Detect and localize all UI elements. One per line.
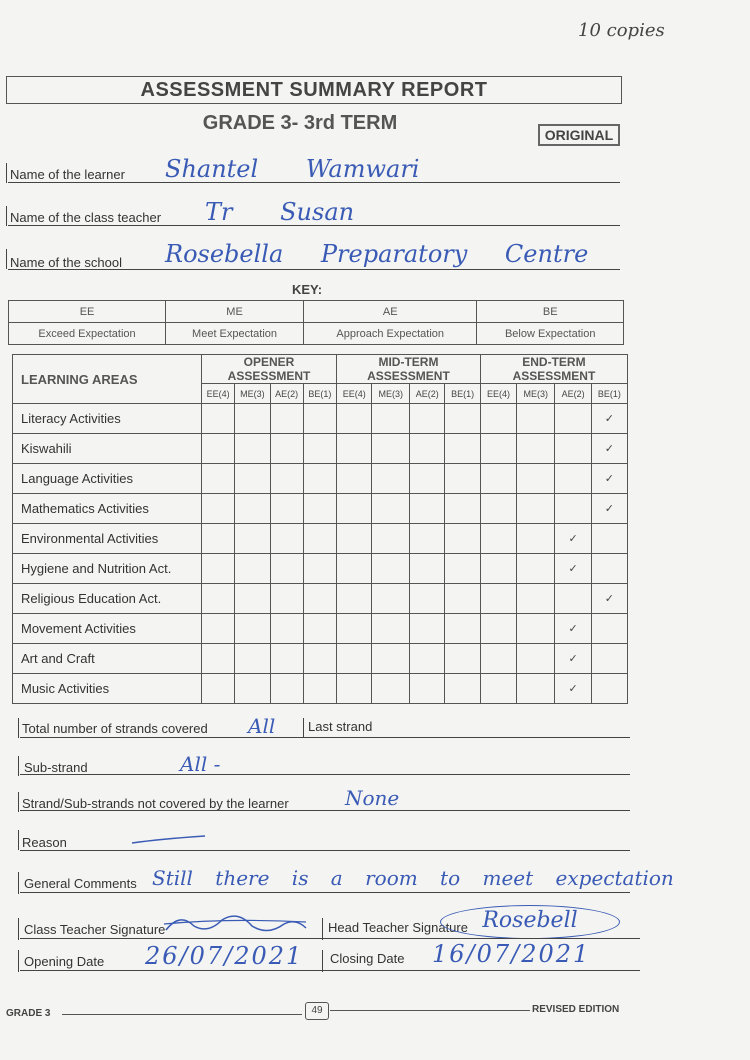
grade-cell <box>410 554 445 584</box>
grade-cell <box>445 524 480 554</box>
school-line <box>8 269 620 270</box>
footer-rule-right <box>330 1010 530 1011</box>
grade-cell <box>270 494 303 524</box>
grade-cell <box>303 464 336 494</box>
sub-header-cell: BE(1) <box>303 384 336 404</box>
grade-cell <box>445 584 480 614</box>
grade-cell <box>480 584 516 614</box>
grade-cell <box>337 434 372 464</box>
footer-edition: REVISED EDITION <box>532 1004 620 1015</box>
reason-line <box>20 850 630 851</box>
footer-page-number: 49 <box>305 1002 329 1020</box>
grade-cell <box>410 524 445 554</box>
sub-header-cell: EE(4) <box>202 384 235 404</box>
field-marker <box>18 792 19 812</box>
grade-cell <box>591 614 627 644</box>
field-marker <box>6 206 7 226</box>
sub-header-cell: BE(1) <box>445 384 480 404</box>
original-stamp: ORIGINAL <box>538 124 620 146</box>
substrand-value: All - <box>180 752 221 776</box>
learning-area-name: Music Activities <box>13 674 202 704</box>
class-teacher-signature <box>160 908 310 938</box>
grade-cell <box>445 614 480 644</box>
grade-cell <box>202 554 235 584</box>
grade-cell <box>270 674 303 704</box>
grade-cell <box>410 644 445 674</box>
learning-area-name: Movement Activities <box>13 614 202 644</box>
table-row <box>13 404 628 434</box>
grade-cell <box>372 404 410 434</box>
grade-cell <box>270 554 303 584</box>
key-code: BE <box>477 301 624 323</box>
comments-label: General Comments <box>24 876 137 891</box>
grade-cell <box>517 494 555 524</box>
signature-line <box>20 938 640 939</box>
grade-cell <box>235 404 270 434</box>
not-covered-label: Strand/Sub-strands not covered by the learner <box>22 796 289 811</box>
group-header-opener: OPENER ASSESSMENT <box>202 355 337 384</box>
strands-line <box>20 737 630 738</box>
sub-header-cell: ME(3) <box>372 384 410 404</box>
grade-cell <box>270 644 303 674</box>
grade-cell <box>517 554 555 584</box>
grade-cell <box>445 464 480 494</box>
grade-cell <box>235 614 270 644</box>
grade-cell <box>480 494 516 524</box>
key-table <box>8 300 624 345</box>
grade-cell <box>410 464 445 494</box>
grade-cell <box>517 524 555 554</box>
opening-date-label: Opening Date <box>24 954 105 969</box>
grade-cell <box>445 554 480 584</box>
grade-cell <box>337 554 372 584</box>
grade-cell <box>372 464 410 494</box>
table-row <box>13 674 628 704</box>
table-row <box>13 494 628 524</box>
table-row <box>13 644 628 674</box>
learner-name: Shantel Wamwari <box>165 155 420 183</box>
learning-area-name: Environmental Activities <box>13 524 202 554</box>
grade-cell <box>410 494 445 524</box>
field-marker <box>18 830 19 850</box>
grade-cell <box>235 554 270 584</box>
teacher-label: Name of the class teacher <box>10 210 162 225</box>
grade-cell <box>337 404 372 434</box>
learning-area-name: Hygiene and Nutrition Act. <box>13 554 202 584</box>
strands-value: All <box>248 714 276 738</box>
field-marker <box>18 950 19 972</box>
table-row <box>13 524 628 554</box>
grade-cell <box>303 524 336 554</box>
grade-cell <box>303 404 336 434</box>
grade-cell <box>270 584 303 614</box>
grade-cell <box>202 674 235 704</box>
check-mark: ✓ <box>555 614 591 644</box>
not-covered-value: None <box>345 786 400 810</box>
grade-cell <box>410 404 445 434</box>
grade-cell <box>235 464 270 494</box>
grade-cell <box>202 584 235 614</box>
grade-cell <box>591 524 627 554</box>
grade-cell <box>517 584 555 614</box>
grade-cell <box>270 464 303 494</box>
grade-cell <box>235 494 270 524</box>
field-marker <box>322 950 323 972</box>
learning-area-name: Language Activities <box>13 464 202 494</box>
sub-header-cell: EE(4) <box>337 384 372 404</box>
dates-line <box>20 970 640 971</box>
grade-cell <box>591 554 627 584</box>
grade-cell <box>517 614 555 644</box>
assessment-grid <box>12 354 628 704</box>
sub-header-cell: AE(2) <box>555 384 591 404</box>
sub-header-cell: AE(2) <box>270 384 303 404</box>
learning-area-name: Religious Education Act. <box>13 584 202 614</box>
sub-header-cell: ME(3) <box>517 384 555 404</box>
check-mark: ✓ <box>591 494 627 524</box>
check-mark: ✓ <box>591 584 627 614</box>
key-code: ME <box>166 301 304 323</box>
grade-cell <box>235 674 270 704</box>
check-mark: ✓ <box>591 464 627 494</box>
grade-cell <box>555 404 591 434</box>
grade-cell <box>337 644 372 674</box>
grade-cell <box>202 644 235 674</box>
key-meaning: Meet Expectation <box>166 323 304 345</box>
grade-cell <box>235 584 270 614</box>
grade-cell <box>372 644 410 674</box>
grade-cell <box>303 614 336 644</box>
key-meaning: Approach Expectation <box>304 323 477 345</box>
grade-cell <box>555 584 591 614</box>
group-header-midterm: MID-TERM ASSESSMENT <box>337 355 481 384</box>
grade-cell <box>555 434 591 464</box>
key-title: KEY: <box>292 282 323 297</box>
grade-cell <box>555 464 591 494</box>
head-teacher-stamp <box>440 905 620 939</box>
table-row <box>13 464 628 494</box>
substrand-label: Sub-strand <box>24 760 88 775</box>
key-code: AE <box>304 301 477 323</box>
grade-cell <box>303 644 336 674</box>
sub-header-cell: BE(1) <box>591 384 627 404</box>
grade-cell <box>480 434 516 464</box>
grade-cell <box>372 434 410 464</box>
grade-cell <box>445 674 480 704</box>
teacher-name: Tr Susan <box>205 198 355 226</box>
learning-area-name: Art and Craft <box>13 644 202 674</box>
grade-cell <box>372 554 410 584</box>
grade-cell <box>445 434 480 464</box>
key-code: EE <box>9 301 166 323</box>
grade-cell <box>480 644 516 674</box>
grade-cell <box>410 584 445 614</box>
grade-cell <box>337 584 372 614</box>
closing-date-label: Closing Date <box>330 951 405 966</box>
grade-cell <box>270 434 303 464</box>
grade-cell <box>517 404 555 434</box>
grade-cell <box>445 404 480 434</box>
last-strand-label: Last strand <box>308 719 373 734</box>
key-meaning: Exceed Expectation <box>9 323 166 345</box>
copies-note: 10 copies <box>578 20 665 41</box>
report-title: ASSESSMENT SUMMARY REPORT <box>6 76 622 104</box>
grade-cell <box>517 434 555 464</box>
grade-cell <box>303 494 336 524</box>
check-mark: ✓ <box>555 644 591 674</box>
grade-cell <box>480 674 516 704</box>
grade-cell <box>337 464 372 494</box>
head-stamp-text: Rosebell <box>482 908 578 933</box>
reason-label: Reason <box>22 835 67 850</box>
class-signature-label: Class Teacher Signature <box>24 922 166 937</box>
table-row <box>13 614 628 644</box>
grade-cell <box>591 644 627 674</box>
grade-cell <box>517 464 555 494</box>
grade-cell <box>337 524 372 554</box>
substrand-line <box>20 774 630 775</box>
field-marker <box>303 718 304 738</box>
field-marker <box>18 918 19 940</box>
grade-cell <box>372 584 410 614</box>
learner-label: Name of the learner <box>10 167 125 182</box>
check-mark: ✓ <box>591 434 627 464</box>
grade-cell <box>517 644 555 674</box>
table-row <box>13 584 628 614</box>
grade-cell <box>445 644 480 674</box>
grade-cell <box>202 524 235 554</box>
field-marker <box>322 918 323 940</box>
grade-cell <box>270 524 303 554</box>
table-row <box>13 554 628 584</box>
footer-rule-left <box>62 1014 302 1015</box>
grade-cell <box>480 404 516 434</box>
grade-cell <box>480 554 516 584</box>
grade-cell <box>410 614 445 644</box>
grade-cell <box>337 494 372 524</box>
grade-cell <box>303 674 336 704</box>
learning-area-name: Mathematics Activities <box>13 494 202 524</box>
grade-cell <box>372 524 410 554</box>
grade-cell <box>480 464 516 494</box>
grade-cell <box>517 674 555 704</box>
closing-date-value: 16/07/2021 <box>432 940 591 968</box>
grade-cell <box>303 554 336 584</box>
grade-cell <box>303 434 336 464</box>
grade-cell <box>480 524 516 554</box>
table-row <box>13 434 628 464</box>
learning-area-name: Literacy Activities <box>13 404 202 434</box>
grade-cell <box>202 404 235 434</box>
key-meaning: Below Expectation <box>477 323 624 345</box>
grade-cell <box>410 674 445 704</box>
comments-value: Still there is a room to meet expectation <box>152 866 674 890</box>
sub-header-cell: AE(2) <box>410 384 445 404</box>
opening-date-value: 26/07/2021 <box>145 942 304 970</box>
head-signature-label: Head Teacher Signature <box>328 920 468 935</box>
group-header-endterm: END-TERM ASSESSMENT <box>480 355 627 384</box>
grade-cell <box>591 674 627 704</box>
check-mark: ✓ <box>555 554 591 584</box>
grade-cell <box>303 584 336 614</box>
reason-scribble <box>130 833 210 847</box>
sub-header-cell: ME(3) <box>235 384 270 404</box>
field-marker <box>6 163 7 183</box>
grade-cell <box>235 434 270 464</box>
grade-cell <box>445 494 480 524</box>
grade-cell <box>337 674 372 704</box>
grade-cell <box>202 434 235 464</box>
grade-cell <box>235 644 270 674</box>
grade-cell <box>372 494 410 524</box>
grade-cell <box>270 404 303 434</box>
learning-area-name: Kiswahili <box>13 434 202 464</box>
school-name: Rosebella Preparatory Centre <box>165 240 589 268</box>
field-marker <box>18 756 19 776</box>
grade-cell <box>372 614 410 644</box>
field-marker <box>18 872 19 894</box>
field-marker <box>18 718 19 738</box>
grade-cell <box>555 494 591 524</box>
comments-line <box>20 892 630 893</box>
grade-cell <box>202 494 235 524</box>
grade-cell <box>202 464 235 494</box>
sub-header-cell: EE(4) <box>480 384 516 404</box>
check-mark: ✓ <box>555 524 591 554</box>
school-label: Name of the school <box>10 255 123 270</box>
not-covered-line <box>20 810 630 811</box>
check-mark: ✓ <box>555 674 591 704</box>
field-marker <box>6 249 7 269</box>
learning-areas-header: LEARNING AREAS <box>13 355 202 404</box>
grade-cell <box>202 614 235 644</box>
report-subtitle: GRADE 3- 3rd TERM <box>202 112 398 134</box>
grade-cell <box>270 614 303 644</box>
grade-cell <box>480 614 516 644</box>
check-mark: ✓ <box>591 404 627 434</box>
grade-cell <box>337 614 372 644</box>
footer-grade: GRADE 3 <box>6 1008 51 1019</box>
grade-cell <box>372 674 410 704</box>
strands-label: Total number of strands covered <box>22 721 208 736</box>
grade-cell <box>410 434 445 464</box>
grade-cell <box>235 524 270 554</box>
